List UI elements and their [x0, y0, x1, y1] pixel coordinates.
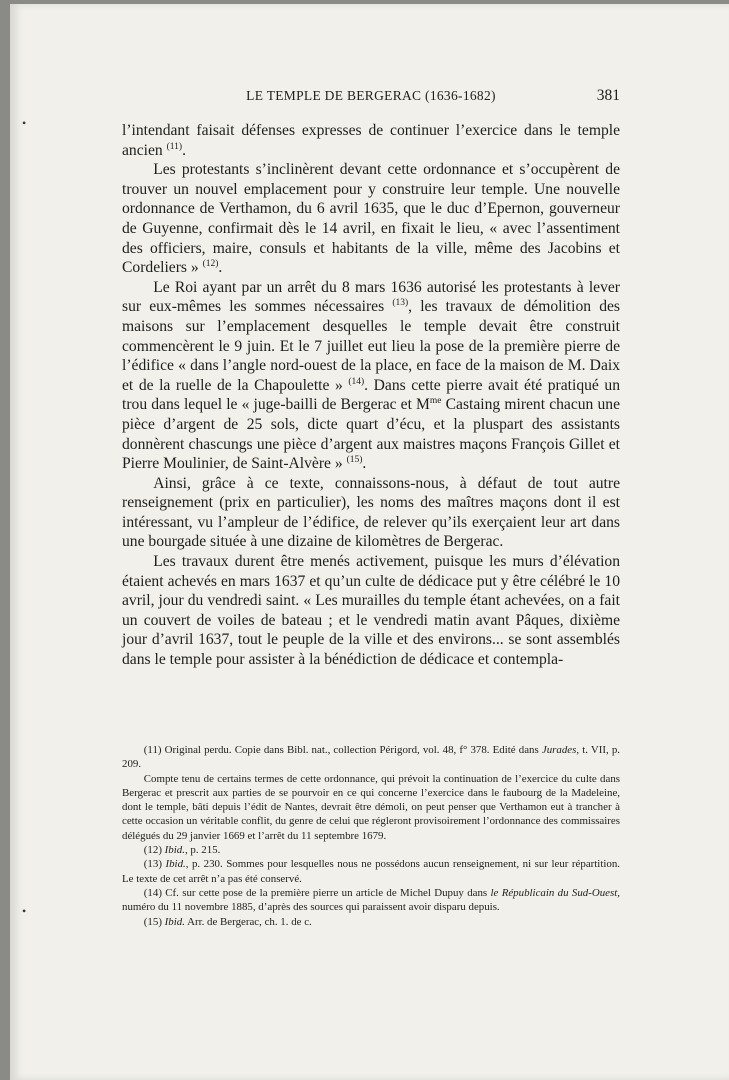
margin-dot: • — [22, 904, 27, 918]
body-text — [122, 121, 620, 670]
footnote-11: (11) Original perdu. Copie dans Bibl. nat., collection Périgord, vol. 48, f° 378. Edité dans Jurades, t. VII, p. 209. — [122, 744, 621, 771]
footnote-11-continued: Compte tenu de certains termes de cette ordonnance, qui prévoit la continuation de l’exercice du culte dans Bergerac et prescrit aux parties de se pourvoir en ce qui concerne l’exercice dans le faubourg de la Madeleine, dont le temple, bâti depuis l’édit de Nantes, devrait être démoli, on peut penser que Verthamon eut à trancher à cette occasion un véritable conflit, du genre de celui que régleront provisoirement l’ordonnance des commissaires délégués du 29 janvier 1669 et l’arrêt du 11 septembre 1679. — [122, 772, 620, 842]
footnote-ref: (12) — [202, 259, 219, 270]
running-title: LE TEMPLE DE BERGERAC (1636-1682) — [246, 88, 496, 103]
page-header — [122, 88, 620, 110]
superscript-me: me — [429, 396, 442, 407]
footnote-13: (13) Ibid., p. 230. Sommes pour lesquelles nous ne possédons aucun renseignement, ni sur leur répartition. Le texte de cet arrêt n’a pas été conservé. — [122, 858, 620, 885]
paragraph: Les protestants s’inclinèrent devant cette ordonnance et s’occupèrent de trouver un nouvel emplacement pour y construire leur temple. Une nouvelle ordonnance de Verthamon, du 6 avril 1635, que le duc d’Epernon, gouverneur de Guyenne, confirmait dès le 14 avril, en fixait le lieu, « avec l’assentiment des officiers, maire, consuls et habitants de la ville, même des Jacobins et Cordeliers » $^{(12)}$. — [122, 161, 620, 277]
footnote-12: (12) Ibid., p. 215. — [143, 844, 221, 857]
margin-dot: • — [22, 116, 27, 130]
paragraph: Le Roi ayant par un arrêt du 8 mars 1636 autorisé les protestants à lever sur eux-mêmes les sommes nécessaires $^{(13)}$, les travaux de démolition des maisons sur l’emplacement desquelles le temple devait être construit commencèrent le 9 juin. Et le 7 juillet eut lieu la pose de la première pierre de l’édifice « dans l’angle nord-ouest de la place, en face de la maison de M. Daix et de la ruelle de la Chapoulette » $^{(14)}$. Dans cette pierre avait été pratiqué un trou dans lequel le « juge-bailli de Bergerac et $M^{me}$ Castaing mirent chacun une pièce d’argent de 25 sols, dicte quart d’écu, et la pluspart des assistants donnèrent chascungs une pièce d’argent aux maistres maçons François Gillet et Pierre Moulinier, de Saint-Alvère » $^{(15)}$. — [122, 278, 621, 473]
footnote-ref: (14) — [348, 376, 365, 387]
footnote-15: (15) Ibid. Arr. de Bergerac, ch. 1. de c. — [143, 915, 312, 928]
footnote-ref: (13) — [392, 298, 409, 309]
book-page — [10, 4, 729, 1080]
paragraph: Ainsi, grâce à ce texte, connaissons-nous, à défaut de tout autre renseignement (prix en particulier), les noms des maîtres maçons dont il est intéressant, vu l’ampleur de l’édifice, de relever qu’ils exerçaient leur art dans une bourgade située à une dizaine de kilomètres de Bergerac. — [122, 474, 620, 551]
footnotes — [122, 743, 620, 929]
footnote-ref: (11) — [166, 141, 183, 152]
paragraph: l’intendant faisait défenses expresses de continuer l’exercice dans le temple ancien $^{(11)}$. — [122, 122, 620, 159]
footnote-14: (14) Cf. sur cette pose de la première pierre un article de Michel Dupuy dans le Républicain du Sud-Ouest, numéro du 11 novembre 1885, d’après des sources qui paraissent avoir disparu depuis. — [122, 886, 620, 914]
page-number: 381 — [596, 87, 620, 104]
paragraph: Les travaux durent être menés activement, puisque les murs d’élévation étaient achevés en mars 1637 et qu’un culte de dédicace put y être célébré le 10 avril, jour du vendredi saint. « Les murailles du temple étant achevées, on a fait un couvert de voiles de bateau ; et le vendredi matin avant Pâques, dixième jour d’avril 1637, tout le peuple de la ville et des environs... se sont assemblés dans le temple pour assister à la bénédiction de dédicace et contempla- — [122, 553, 620, 669]
footnote-ref: (15) — [346, 455, 363, 466]
